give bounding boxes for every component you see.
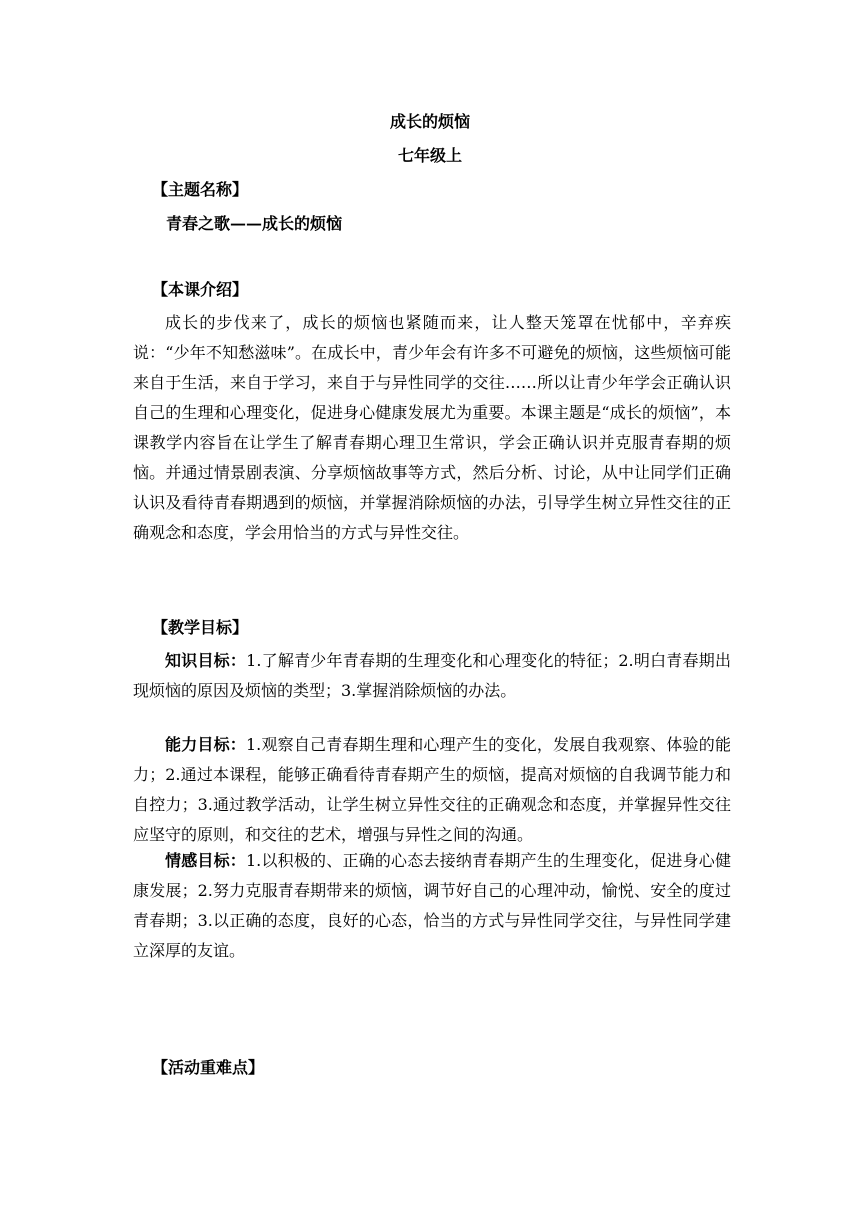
section-heading-difficulties: 【活动重难点】 [152, 1058, 265, 1077]
knowledge-goal-label: 知识目标： [165, 651, 247, 670]
intro-paragraph: 成长的步伐来了，成长的烦恼也紧随而来，让人整天笼罩在忧郁中，辛弃疾说：“少年不知愁滋味”。在成长中，青少年会有许多不可避免的烦恼，这些烦恼可能来自于生活，来自于学习，来自于与异性同学的交往……所以让青少年学会正确认识自己的生理和心理变化，促进身心健康发展尤为重要。本课主题是“成长的烦恼”，本课教学内容旨在让学生了解青春期心理卫生常识，学会正确认识并克服青春期的烦恼。并通过情景剧表演、分享烦恼故事等方式，然后分析、讨论，从中让同学们正确认识及看待青春期遇到的烦恼，并掌握消除烦恼的办法，引导学生树立异性交往的正确观念和态度，学会用恰当的方式与异性交往。 [133, 313, 731, 542]
knowledge-goal-text: 1.了解青少年青春期的生理变化和心理变化的特征；2.明白青春期出现烦恼的原因及烦恼的类型；3.掌握消除烦恼的办法。 [133, 651, 731, 700]
ability-goal-text: 1.观察自己青春期生理和心理产生的变化，发展自我观察、体验的能力；2.通过本课程，能够正确看待青春期产生的烦恼，提高对烦恼的自我调节能力和自控力；3.通过教学活动，让学生树立异性交往的正确观念和态度，并掌握异性交往应坚守的原则，和交往的艺术，增强与异性之间的沟通。 [133, 735, 731, 844]
document-title: 成长的烦恼 [389, 112, 470, 131]
document-subtitle: 七年级上 [397, 146, 462, 165]
section-heading-intro: 【本课介绍】 [152, 280, 249, 299]
ability-goal-paragraph [133, 730, 731, 850]
emotion-goal-text: 1.以积极的、正确的心态去接纳青春期产生的生理变化，促进身心健康发展；2.努力克服青春期带来的烦恼，调节好自己的心理冲动，愉悦、安全的度过青春期；3.以正确的态度，良好的心态，恰当的方式与异性同学交往，与异性同学建立深厚的友谊。 [133, 851, 731, 960]
knowledge-goal-paragraph [133, 646, 731, 706]
emotion-goal-paragraph [133, 846, 731, 966]
theme-name: 青春之歌——成长的烦恼 [166, 214, 343, 233]
section-heading-theme: 【主题名称】 [152, 180, 249, 199]
emotion-goal-label: 情感目标： [165, 851, 246, 870]
ability-goal-label: 能力目标： [165, 735, 246, 754]
section-heading-goals: 【教学目标】 [152, 618, 249, 637]
